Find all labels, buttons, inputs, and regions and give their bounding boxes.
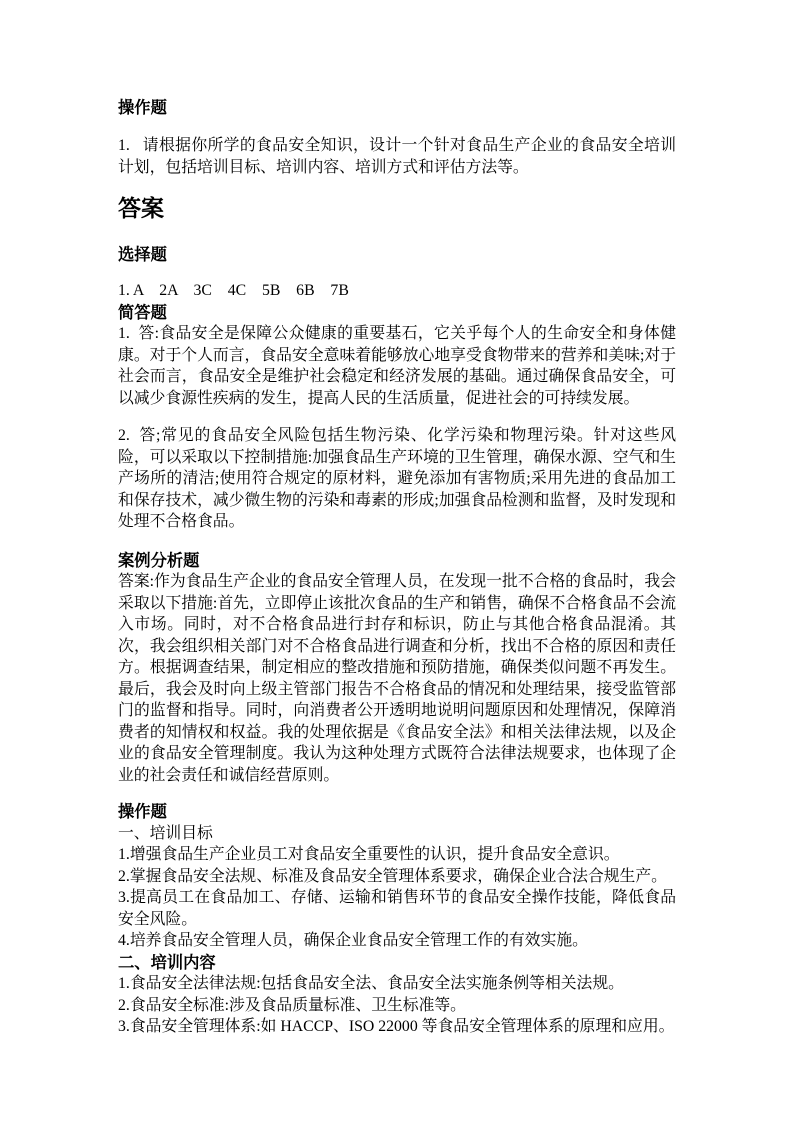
operation-question-text: 1. 请根据你所学的食品安全知识，设计一个针对食品生产企业的食品安全培训计划，包括培训目标、培训内容、培训方式和评估方法等。 xyxy=(118,137,676,176)
training-content-item-2: 2.食品安全标准:涉及食品质量标准、卫生标准等。 xyxy=(118,996,466,1014)
training-content-item-3: 3.食品安全管理体系:如 HACCP、ISO 22000 等食品安全管理体系的原理和应用。 xyxy=(118,1018,675,1035)
case-analysis-answer: 答案:作为食品生产企业的食品安全管理人员，在发现一批不合格的食品时，我会采取以下措施:首先，立即停止该批次食品的生产和销售，确保不合格食品不会流入市场。同时，对不合格食品进行封存和标识，防止与其他合格食品混淆。其次，我会组织相关部门对不合格食品进行调查和分析，找出不合格的原因和责任方。根据调查结果，制定相应的整改措施和预防措施，确保类似问题不再发生。最后，我会及时向上级主管部门报告不合格食品的情况和处理结果，接受监管部门的监督和指导。同时，向消费者公开透明地说明问题原因和处理情况，保障消费者的知情权和权益。我的处理依据是《食品安全法》和相关法律法规，以及企业的食品安全管理制度。我认为这种处理方式既符合法律法规要求，也体现了企业的社会责任和诚信经营原则。 xyxy=(118,573,676,784)
section-heading-short-answer: 简答题 xyxy=(118,302,167,322)
training-goals-title: 一、培训目标 xyxy=(118,824,213,842)
training-goal-item-2: 2.掌握食品安全法规、标准及食品安全管理体系要求，确保企业合法合规生产。 xyxy=(118,867,667,885)
training-goal-item-1: 1.增强食品生产企业员工对食品安全重要性的认识，提升食品安全意识。 xyxy=(118,846,620,863)
section-heading-choice: 选择题 xyxy=(118,245,167,264)
section-heading-case-analysis: 案例分析题 xyxy=(118,550,200,570)
section-heading-operation-answer: 操作题 xyxy=(118,802,167,821)
training-goal-item-4: 4.培养食品安全管理人员，确保企业食品安全管理工作的有效实施。 xyxy=(118,932,588,949)
answers-main-title: 答案 xyxy=(118,196,164,221)
training-goal-item-3: 3.提高员工在食品加工、存储、运输和销售环节的食品安全操作技能，降低食品安全风险。 xyxy=(118,889,676,928)
short-answer-2: 2. 答;常见的食品安全风险包括生物污染、化学污染和物理污染。针对这些风险，可以采取以下控制措施:加强食品生产环境的卫生管理，确保水源、空气和生产场所的清洁;使用符合规定的原材料，避免添加有害物质;采用先进的食品加工和保存技术，减少微生物的污染和毒素的形成;加强食品检测和监督，及时发现和处理不合格食品。 xyxy=(118,427,676,530)
choice-answers-line: 1. A 2A 3C 4C 5B 6B 7B xyxy=(118,282,349,299)
section-heading-operation-question: 操作题 xyxy=(118,98,167,117)
training-content-item-1: 1.食品安全法律法规:包括食品安全法、食品安全法实施条例等相关法规。 xyxy=(118,975,624,992)
short-answer-1: 1. 答:食品安全是保障公众健康的重要基石，它关乎每个人的生命安全和身体健康。对于个人而言，食品安全意味着能够放心地享受食物带来的营养和美味;对于社会而言，食品安全是维护社会稳定和经济发展的基础。通过确保食品安全，可以减少食源性疾病的发生，提高人民的生活质量，促进社会的可持续发展。 xyxy=(118,325,676,407)
training-content-title: 二、培训内容 xyxy=(118,952,216,972)
